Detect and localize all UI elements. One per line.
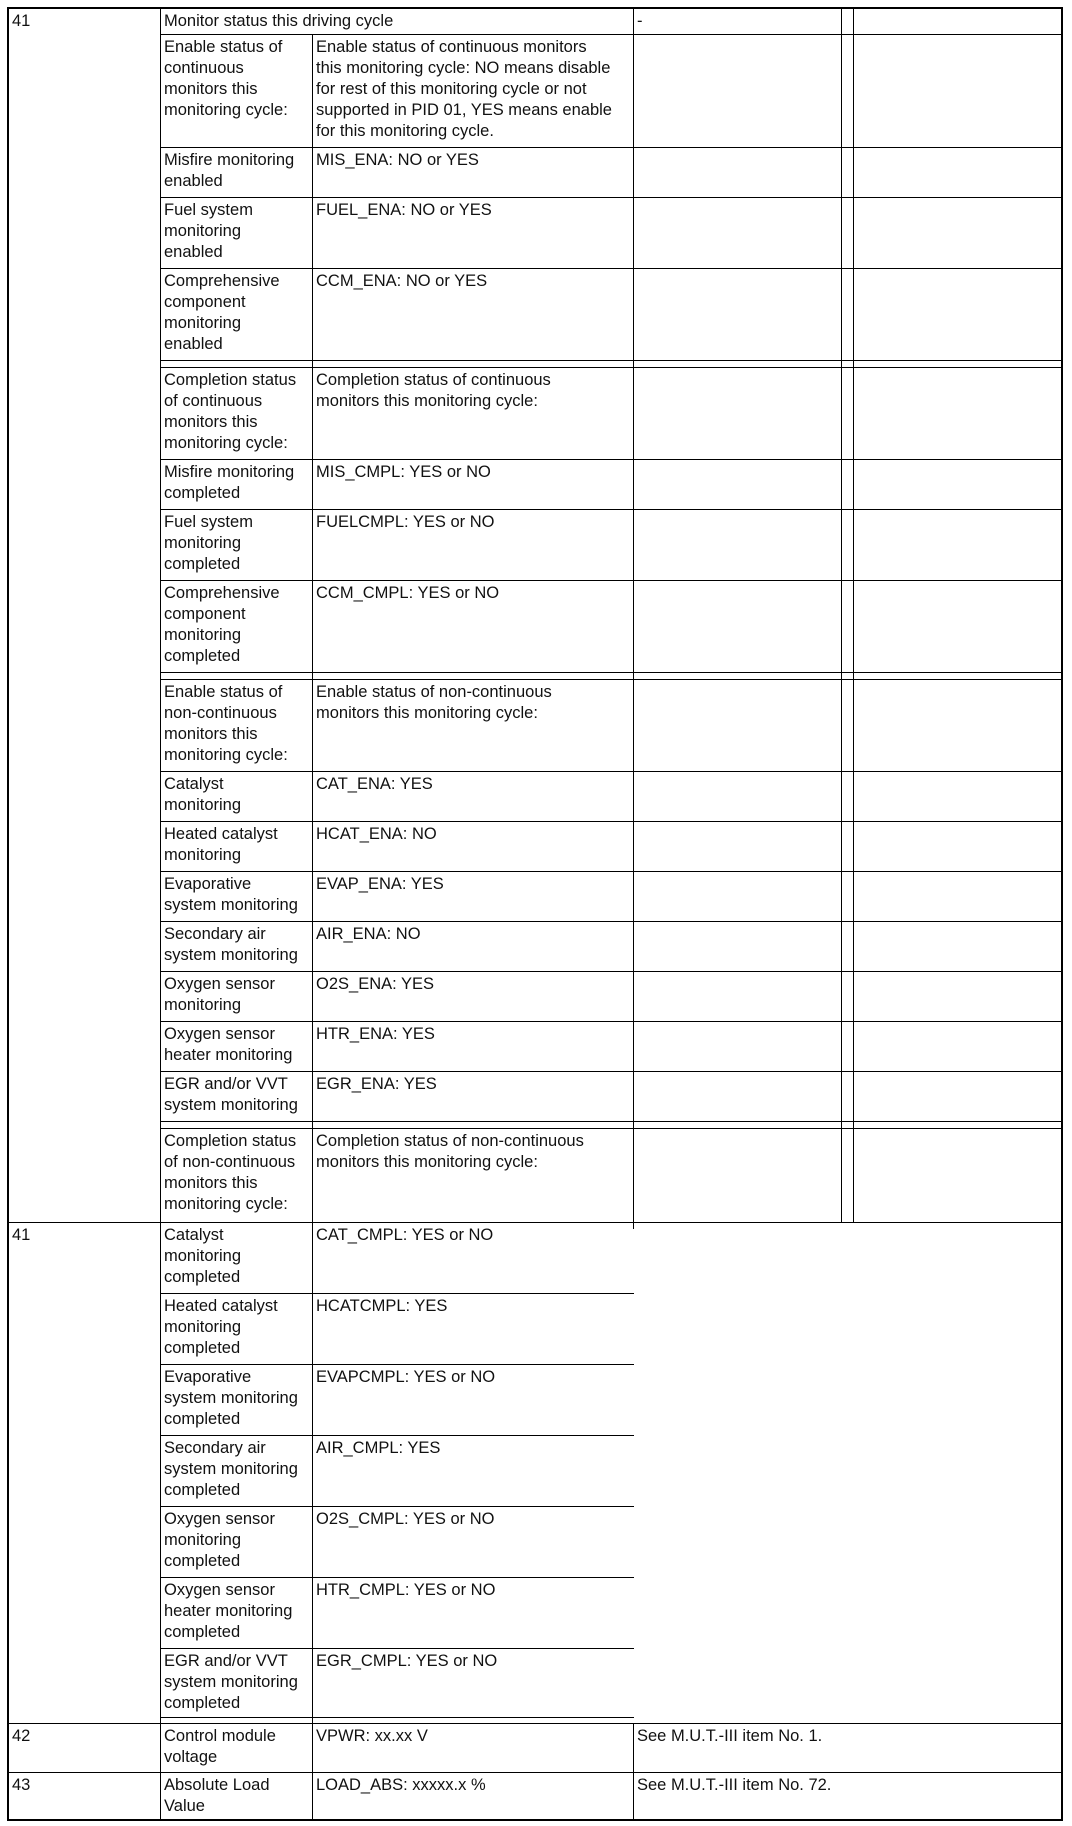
item-label: Misfire monitoring completed [164, 463, 295, 502]
item-label: Enable status of non-continuous monitors this monitoring cycle: [164, 683, 288, 764]
row-divider [160, 1121, 1061, 1122]
reference-value: - [637, 12, 643, 30]
item-label: EGR and/or VVT system monitoring completed [164, 1652, 298, 1712]
item-label: Oxygen sensor monitoring [164, 975, 275, 1014]
item-value: EVAPCMPL: YES or NO [316, 1368, 496, 1386]
pid-number: 41 [12, 12, 31, 30]
item-label: Fuel system monitoring enabled [164, 201, 253, 261]
item-label: Oxygen sensor heater monitoring [164, 1025, 293, 1064]
item-value: CAT_CMPL: YES or NO [316, 1226, 494, 1244]
reference-note: See M.U.T.-III item No. 72. [637, 1776, 832, 1794]
item-value: HCAT_ENA: NO [316, 825, 437, 843]
item-value: Completion status of non-continuous monitors this monitoring cycle: [316, 1132, 584, 1171]
pid-number: 42 [12, 1727, 31, 1745]
item-label: Enable status of continuous monitors this monitoring cycle: [164, 38, 288, 119]
item-value: LOAD_ABS: xxxxx.x % [316, 1776, 486, 1794]
item-value: AIR_ENA: NO [316, 925, 421, 943]
item-value: Completion status of continuous monitors this monitoring cycle: [316, 371, 551, 410]
item-value: EGR_ENA: YES [316, 1075, 437, 1093]
item-value: FUEL_ENA: NO or YES [316, 201, 492, 219]
item-label: Oxygen sensor monitoring completed [164, 1510, 275, 1570]
item-value: Enable status of continuous monitors this monitoring cycle: NO means disable for rest of this monitoring cycle or not supported in PID 01, YES means enable for this monitoring cycle. [316, 38, 612, 140]
item-label: Comprehensive component monitoring enabled [164, 272, 280, 353]
item-value: EGR_CMPL: YES or NO [316, 1652, 498, 1670]
pid-number: 41 [12, 1226, 31, 1244]
item-label: Absolute Load Value [164, 1776, 270, 1815]
item-label: Oxygen sensor heater monitoring completed [164, 1581, 293, 1641]
item-label: Control module voltage [164, 1727, 276, 1766]
item-value: EVAP_ENA: YES [316, 875, 444, 893]
item-value: CAT_ENA: YES [316, 775, 433, 793]
section-title: Monitor status this driving cycle [164, 12, 394, 30]
item-value: CCM_CMPL: YES or NO [316, 584, 500, 602]
item-value: CCM_ENA: NO or YES [316, 272, 488, 290]
item-label: Evaporative system monitoring [164, 875, 298, 914]
item-value: AIR_CMPL: YES [316, 1439, 441, 1457]
item-value: MIS_CMPL: YES or NO [316, 463, 491, 481]
item-label: Secondary air system monitoring [164, 925, 298, 964]
item-label: Comprehensive component monitoring completed [164, 584, 280, 665]
item-value: HTR_ENA: YES [316, 1025, 435, 1043]
item-value: O2S_CMPL: YES or NO [316, 1510, 495, 1528]
item-label: Evaporative system monitoring completed [164, 1368, 298, 1428]
column-divider [633, 7, 634, 1229]
item-label: Misfire monitoring enabled [164, 151, 295, 190]
item-value: VPWR: xx.xx V [316, 1727, 428, 1745]
column-divider [853, 7, 854, 1223]
reference-note: See M.U.T.-III item No. 1. [637, 1727, 823, 1745]
item-label: Catalyst monitoring [164, 775, 242, 814]
item-label: Secondary air system monitoring completed [164, 1439, 298, 1499]
item-value: FUELCMPL: YES or NO [316, 513, 495, 531]
row-divider [160, 1717, 634, 1718]
item-label: Fuel system monitoring completed [164, 513, 253, 573]
row-divider [160, 672, 1061, 673]
item-label: Completion status of non-continuous monitors this monitoring cycle: [164, 1132, 297, 1213]
item-value: MIS_ENA: NO or YES [316, 151, 479, 169]
item-value: HCATCMPL: YES [316, 1297, 448, 1315]
item-value: HTR_CMPL: YES or NO [316, 1581, 496, 1599]
item-value: O2S_ENA: YES [316, 975, 435, 993]
pid-number: 43 [12, 1776, 31, 1794]
item-value: Enable status of non-continuous monitors this monitoring cycle: [316, 683, 552, 722]
item-label: Heated catalyst monitoring [164, 825, 278, 864]
item-label: Catalyst monitoring completed [164, 1226, 242, 1286]
column-divider [841, 7, 842, 1223]
row-divider [160, 360, 1061, 361]
item-label: Heated catalyst monitoring completed [164, 1297, 278, 1357]
item-label: Completion status of continuous monitors this monitoring cycle: [164, 371, 297, 452]
item-label: EGR and/or VVT system monitoring [164, 1075, 298, 1114]
obd-pid-table [7, 7, 1063, 1821]
